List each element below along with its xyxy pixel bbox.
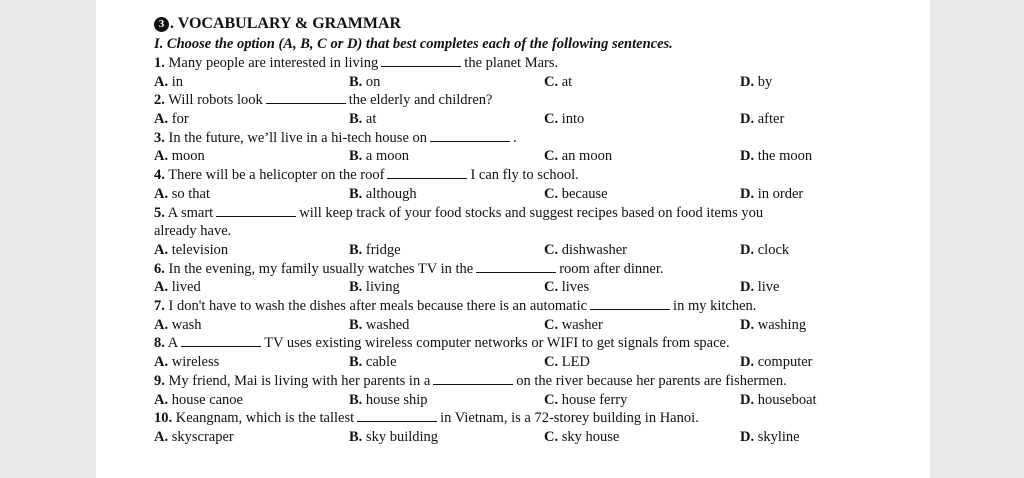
question-8-options (154, 353, 914, 372)
option-text: cable (365, 354, 397, 371)
question-text-before: I don't have to wash the dishes after meals because there is an automatic (168, 298, 588, 315)
answer-blank (590, 297, 670, 310)
option-letter: B. (349, 354, 366, 371)
question-number: 6. (154, 260, 165, 277)
option-letter: B. (349, 111, 366, 128)
option-text: by (757, 73, 773, 90)
option-letter: A. (154, 241, 172, 258)
option-a (154, 185, 210, 204)
question-7-options (154, 316, 914, 335)
option-letter: A. (154, 111, 172, 128)
question-text-before: In the evening, my family usually watches TV in the (168, 260, 474, 277)
option-d (740, 391, 817, 410)
option-text: computer (757, 354, 813, 371)
option-c (544, 353, 590, 372)
option-letter: C. (544, 354, 562, 371)
question-text-after: in my kitchen. (673, 298, 757, 315)
option-letter: B. (349, 241, 366, 258)
option-letter: B. (349, 279, 366, 296)
option-text: on (365, 73, 381, 90)
option-c (544, 73, 572, 92)
option-text: at (561, 73, 573, 90)
option-letter: B. (349, 185, 366, 202)
option-d (740, 353, 813, 372)
question-9 (154, 372, 914, 391)
option-letter: A. (154, 185, 172, 202)
option-letter: A. (154, 279, 172, 296)
option-letter: D. (740, 241, 758, 258)
option-a (154, 73, 183, 92)
option-letter: D. (740, 148, 758, 165)
question-text-after: the planet Mars. (464, 55, 559, 71)
option-b (349, 428, 438, 447)
option-text: skyscraper (171, 428, 234, 445)
option-letter: C. (544, 148, 562, 165)
option-c (544, 241, 627, 260)
option-letter: A. (154, 148, 172, 165)
option-text: washed (365, 316, 410, 333)
option-a (154, 241, 228, 260)
option-letter: A. (154, 316, 172, 333)
option-letter: D. (740, 111, 758, 128)
option-text: skyline (757, 428, 800, 445)
question-6 (154, 260, 914, 279)
option-letter: D. (740, 279, 758, 296)
option-letter: D. (740, 185, 758, 202)
option-d (740, 278, 779, 297)
option-text: so that (171, 185, 210, 202)
option-text: live (757, 279, 780, 296)
option-text: in order (757, 185, 804, 202)
question-number: 8. (154, 335, 165, 352)
question-1 (154, 54, 914, 73)
option-text: lives (561, 279, 590, 296)
question-text-after: on the river because her parents are fishermen. (516, 372, 787, 389)
answer-blank (216, 204, 296, 217)
option-text: living (365, 279, 400, 296)
question-5-options (154, 241, 914, 260)
option-text: houseboat (757, 391, 817, 408)
question-9-options (154, 391, 914, 410)
question-6-options (154, 278, 914, 297)
option-b (349, 316, 409, 335)
option-text: washing (757, 316, 807, 333)
option-b (349, 73, 380, 92)
option-b (349, 278, 400, 297)
answer-blank (357, 409, 437, 422)
option-text: an moon (561, 148, 613, 165)
section-title: . VOCABULARY & GRAMMAR (170, 15, 402, 32)
answer-blank (387, 166, 467, 179)
option-b (349, 110, 376, 129)
option-c (544, 278, 589, 297)
option-b (349, 185, 417, 204)
option-text: clock (757, 241, 790, 258)
option-d (740, 241, 789, 260)
option-text: moon (171, 148, 205, 165)
question-text-after: . (513, 129, 517, 146)
option-a (154, 110, 189, 129)
question-text-before: Keangnam, which is the tallest (175, 410, 355, 427)
option-c (544, 185, 608, 204)
option-d (740, 316, 806, 335)
option-text: fridge (365, 241, 401, 258)
option-b (349, 241, 401, 260)
option-letter: D. (740, 391, 758, 408)
option-text: wash (171, 316, 202, 333)
question-5-continuation: already have. (154, 223, 232, 240)
option-letter: A. (154, 428, 172, 445)
option-text: LED (561, 354, 590, 371)
question-text-after: TV uses existing wireless computer networks or WIFI to get signals from space. (264, 335, 730, 352)
option-letter: B. (349, 73, 366, 90)
question-4-options (154, 185, 914, 204)
question-text-before: Will robots look (168, 92, 263, 109)
question-5 (154, 204, 914, 223)
option-text: because (561, 185, 608, 202)
option-a (154, 147, 205, 166)
option-a (154, 353, 219, 372)
option-c (544, 316, 603, 335)
question-text-after: I can fly to school. (470, 167, 579, 184)
option-letter: D. (740, 316, 758, 333)
answer-blank (433, 372, 513, 385)
option-text: house ferry (561, 391, 628, 408)
question-2 (154, 91, 914, 110)
question-number: 4. (154, 167, 165, 184)
option-letter: A. (154, 391, 172, 408)
option-c (544, 428, 619, 447)
answer-blank (266, 91, 346, 104)
question-1-options (154, 73, 914, 92)
option-d (740, 185, 803, 204)
question-text-after: the elderly and children? (348, 92, 493, 109)
option-text: dishwasher (561, 241, 627, 258)
question-4 (154, 166, 914, 185)
section-heading (154, 14, 914, 34)
question-7 (154, 297, 914, 316)
option-letter: A. (154, 73, 172, 90)
option-letter: C. (544, 391, 562, 408)
question-3-options (154, 147, 914, 166)
option-letter: C. (544, 73, 562, 90)
option-text: the moon (757, 148, 813, 165)
option-text: wireless (171, 354, 220, 371)
question-3 (154, 129, 914, 148)
answer-blank (381, 54, 461, 67)
question-8 (154, 334, 914, 353)
option-text: after (757, 111, 785, 128)
option-d (740, 110, 784, 129)
question-text-before: My friend, Mai is living with her parents in a (168, 372, 431, 389)
question-text-before: A smart (167, 204, 214, 221)
option-text: lived (171, 279, 201, 296)
option-text: sky building (365, 428, 439, 445)
option-letter: A. (154, 354, 172, 371)
option-a (154, 316, 202, 335)
option-b (349, 353, 397, 372)
section-number-badge: 3 (154, 17, 169, 32)
question-2-options (154, 110, 914, 129)
option-a (154, 391, 243, 410)
option-letter: B. (349, 428, 366, 445)
option-letter: B. (349, 391, 366, 408)
option-letter: D. (740, 354, 758, 371)
option-letter: D. (740, 73, 758, 90)
answer-blank (430, 129, 510, 142)
option-d (740, 428, 800, 447)
option-text: washer (561, 316, 603, 333)
option-c (544, 391, 627, 410)
question-number: 7. (154, 298, 165, 315)
worksheet-page (96, 0, 930, 478)
option-text: into (561, 111, 585, 128)
question-number: 2. (154, 92, 165, 109)
question-text-before: A (167, 335, 179, 352)
option-text: although (365, 185, 417, 202)
question-number: 9. (154, 372, 165, 389)
option-letter: C. (544, 279, 562, 296)
question-text-after: in Vietnam, is a 72-storey building in Hanoi. (440, 410, 699, 427)
question-text-after: will keep track of your food stocks and suggest recipes based on food items you (299, 204, 764, 221)
option-d (740, 147, 812, 166)
option-b (349, 147, 409, 166)
question-text-before: There will be a helicopter on the roof (168, 167, 385, 184)
option-text: at (365, 111, 377, 128)
option-letter: C. (544, 111, 562, 128)
option-letter: D. (740, 428, 758, 445)
question-text-before: In the future, we’ll live in a hi-tech house on (168, 129, 428, 146)
option-c (544, 147, 612, 166)
question-10 (154, 409, 914, 428)
answer-blank (181, 334, 261, 347)
question-list (154, 54, 914, 447)
question-text-before: Many people are interested in living (168, 55, 379, 71)
question-text-after: room after dinner. (559, 260, 664, 277)
option-a (154, 278, 201, 297)
question-number: 1. (154, 55, 165, 71)
option-letter: B. (349, 316, 366, 333)
option-letter: C. (544, 428, 562, 445)
option-b (349, 391, 428, 410)
option-text: television (171, 241, 229, 258)
option-c (544, 110, 584, 129)
option-text: for (171, 111, 189, 128)
question-number: 3. (154, 129, 165, 146)
worksheet-content (154, 14, 914, 447)
section-instruction: I. Choose the option (A, B, C or D) that best completes each of the following sentences. (154, 36, 673, 52)
option-text: house ship (365, 391, 428, 408)
answer-blank (476, 260, 556, 273)
question-10-options (154, 428, 914, 447)
option-letter: C. (544, 316, 562, 333)
option-text: in (171, 73, 184, 90)
question-number: 10. (154, 410, 173, 427)
option-letter: C. (544, 241, 562, 258)
option-d (740, 73, 772, 92)
option-letter: C. (544, 185, 562, 202)
option-a (154, 428, 234, 447)
question-number: 5. (154, 204, 165, 221)
option-text: a moon (365, 148, 410, 165)
option-text: house canoe (171, 391, 243, 408)
option-letter: B. (349, 148, 366, 165)
option-text: sky house (561, 428, 620, 445)
